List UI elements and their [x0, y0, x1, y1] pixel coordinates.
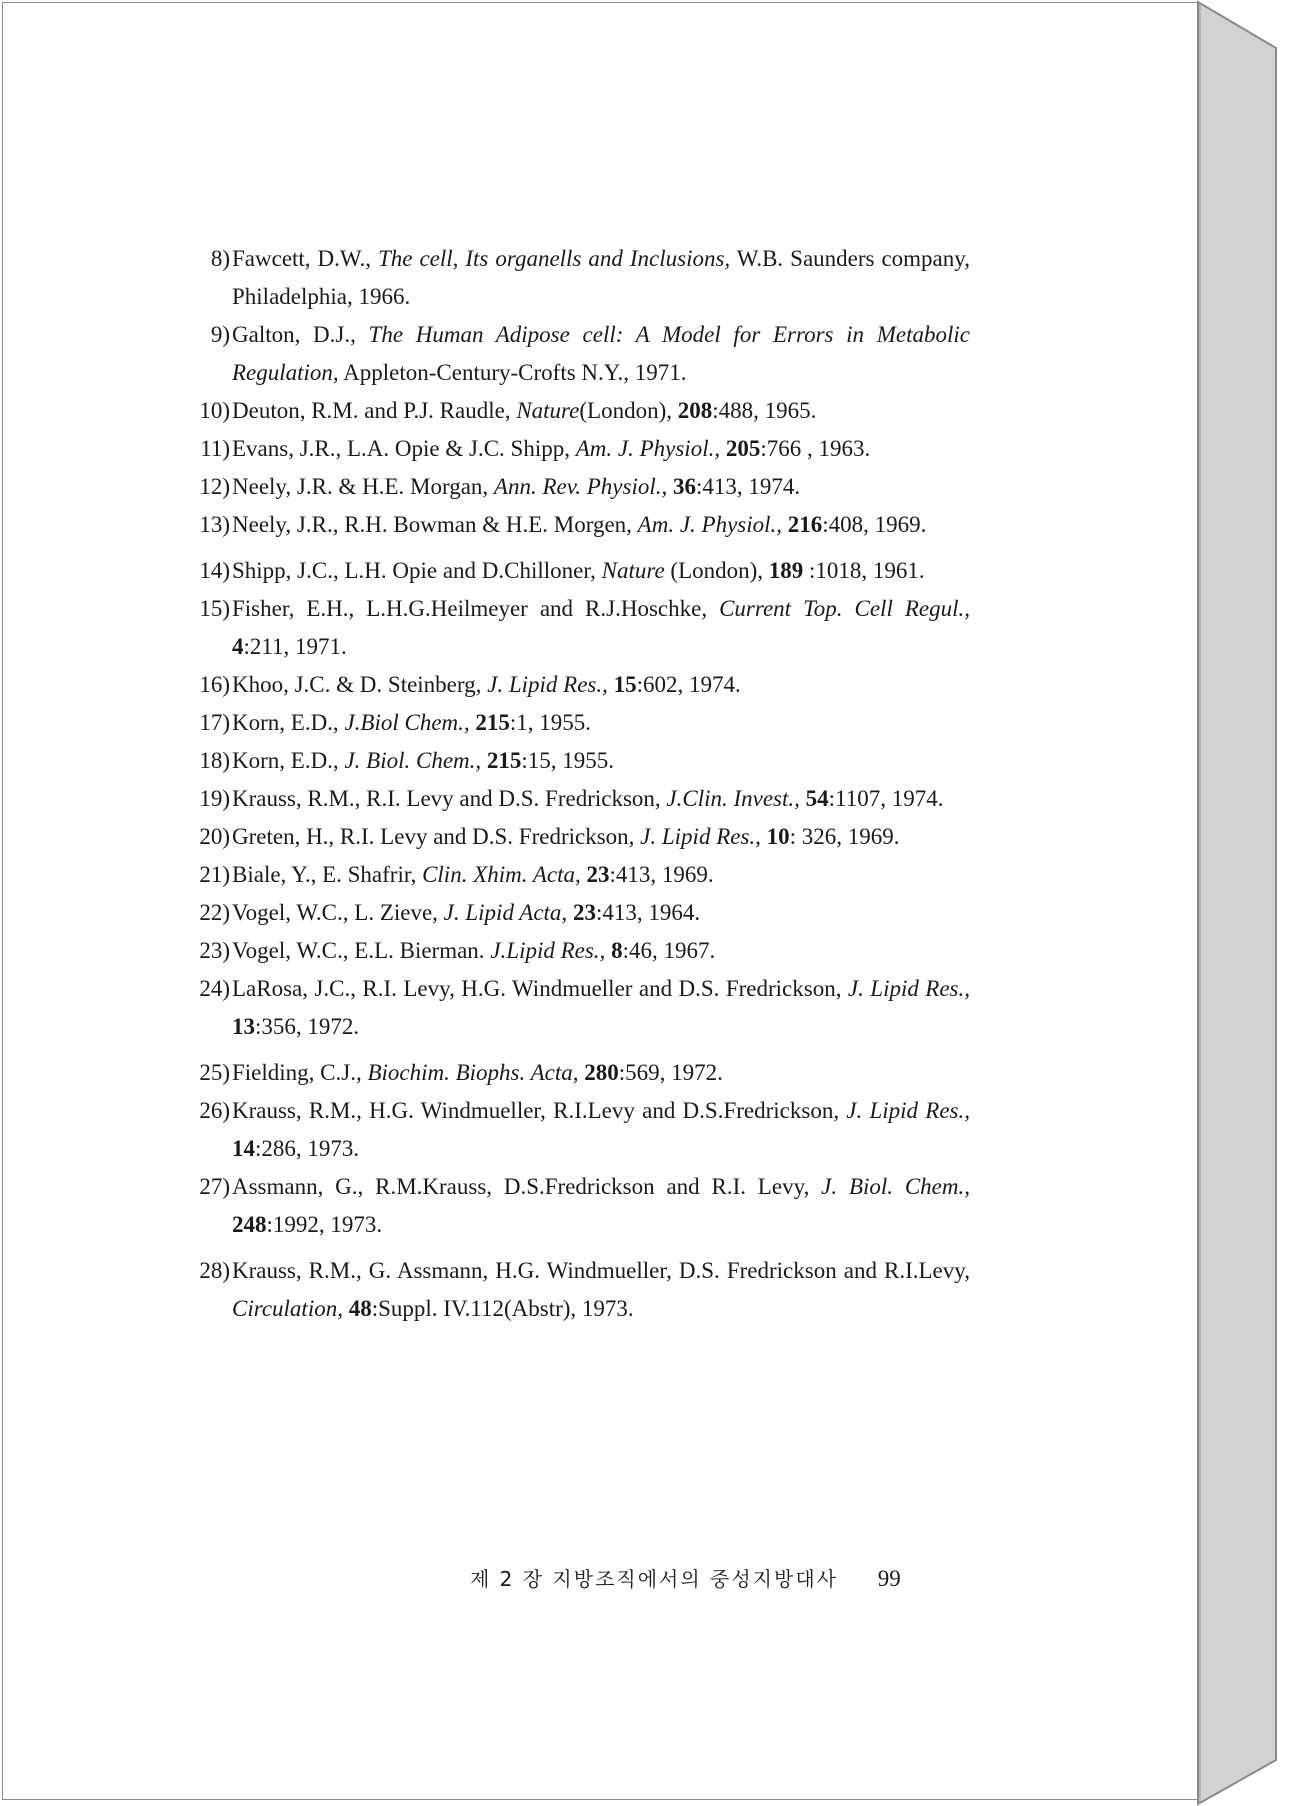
- citation-text: (London),: [664, 558, 769, 583]
- citation-text: :1992, 1973.: [266, 1212, 383, 1237]
- citation-text: :356, 1972.: [255, 1014, 360, 1039]
- reference-item: [190, 818, 970, 856]
- citation-text: : 326, 1969.: [789, 824, 900, 849]
- citation-text: :413, 1964.: [595, 900, 701, 925]
- citation-text: Vogel, W.C., L. Zieve,: [232, 900, 444, 925]
- citation-text: Fisher, E.H., L.H.G.Heilmeyer and R.J.Hoschke,: [232, 596, 720, 621]
- citation-text: :Suppl. IV.112(Abstr), 1973.: [371, 1296, 634, 1321]
- reference-list: [190, 240, 970, 1328]
- citation-volume: 10: [766, 824, 790, 849]
- reference-item: [190, 704, 970, 742]
- reference-number: 20): [199, 824, 230, 849]
- reference-item: [190, 894, 970, 932]
- reference-item: [190, 666, 970, 704]
- citation-source: J.Lipid Res.,: [490, 938, 606, 963]
- reference-item: [190, 1054, 970, 1092]
- citation-volume: 14: [232, 1136, 255, 1161]
- citation-text: :488, 1965.: [712, 398, 817, 423]
- reference-number: 16): [199, 672, 230, 697]
- citation-text: :569, 1972.: [618, 1060, 723, 1085]
- reference-item: [190, 970, 970, 1046]
- citation-source: The cell, Its organells and Inclusions,: [377, 246, 731, 271]
- reference-item: [190, 468, 970, 506]
- citation-volume: 215: [486, 748, 522, 773]
- citation-text: LaRosa, J.C., R.I. Levy, H.G. Windmueller and D.S. Fredrickson,: [232, 976, 848, 1001]
- reference-text: [232, 1252, 970, 1328]
- citation-text: W.B. Saunders company, Philadelphia, 1966.: [232, 246, 971, 309]
- page-number: 99: [877, 1566, 901, 1591]
- reference-number: 14): [199, 558, 230, 583]
- reference-text: [232, 1054, 970, 1092]
- reference-item: [190, 780, 970, 818]
- citation-text: Krauss, R.M., H.G. Windmueller, R.I.Levy and D.S.Fredrickson,: [232, 1098, 847, 1123]
- citation-text: :766 , 1963.: [760, 436, 871, 461]
- reference-text: [232, 970, 970, 1046]
- citation-text: Neely, J.R., R.H. Bowman & H.E. Morgen,: [232, 512, 638, 537]
- reference-number: 28): [199, 1258, 230, 1283]
- reference-item: [190, 742, 970, 780]
- citation-source: Ann. Rev. Physiol.,: [493, 474, 668, 499]
- reference-number: 11): [200, 436, 230, 461]
- citation-volume: 48: [348, 1296, 372, 1321]
- reference-number: 13): [199, 512, 230, 537]
- citation-text: :286, 1973.: [255, 1136, 360, 1161]
- citation-text: Fielding, C.J.,: [232, 1060, 368, 1085]
- citation-volume: 216: [787, 512, 823, 537]
- citation-volume: 36: [672, 474, 696, 499]
- reference-number: 21): [199, 862, 230, 887]
- citation-volume: 54: [805, 786, 829, 811]
- reference-number: 8): [210, 246, 230, 271]
- citation-volume: 280: [584, 1060, 619, 1085]
- citation-text: Deuton, R.M. and P.J. Raudle,: [232, 398, 517, 423]
- citation-text: Neely, J.R. & H.E. Morgan,: [232, 474, 494, 499]
- reference-item: [190, 1252, 970, 1328]
- reference-text: [232, 894, 970, 932]
- reference-item: [190, 506, 970, 544]
- citation-source: Circulation,: [232, 1296, 343, 1321]
- citation-text: Evans, J.R., L.A. Opie & J.C. Shipp,: [232, 436, 576, 461]
- citation-text: Shipp, J.C., L.H. Opie and D.Chilloner,: [232, 558, 602, 583]
- citation-text: :211, 1971.: [243, 634, 347, 659]
- citation-text: (London),: [579, 398, 678, 423]
- reference-number: 9): [210, 322, 230, 347]
- citation-source: J. Biol. Chem.,: [344, 748, 482, 773]
- reference-item: [190, 240, 970, 316]
- citation-text: :413, 1974.: [695, 474, 801, 499]
- citation-text: Khoo, J.C. & D. Steinberg,: [232, 672, 488, 697]
- citation-volume: 205: [725, 436, 761, 461]
- reference-text: [232, 552, 970, 590]
- reference-text: [232, 1092, 970, 1168]
- citation-source: J. Lipid Res.,: [487, 672, 608, 697]
- citation-volume: 23: [586, 862, 610, 887]
- citation-source: Am. J. Physiol.,: [637, 512, 783, 537]
- citation-volume: 15: [613, 672, 637, 697]
- citation-text: Korn, E.D.,: [232, 710, 345, 735]
- citation-source: J. Lipid Res.,: [847, 976, 970, 1001]
- citation-volume: 208: [677, 398, 713, 423]
- reference-text: [232, 1168, 970, 1244]
- citation-text: Biale, Y., E. Shafrir,: [232, 862, 423, 887]
- citation-text: :1, 1955.: [509, 710, 592, 735]
- reference-text: [232, 818, 970, 856]
- reference-item: [190, 316, 970, 392]
- reference-text: [232, 932, 970, 970]
- reference-text: [232, 590, 970, 666]
- citation-text: :46, 1967.: [622, 938, 716, 963]
- reference-item: [190, 1092, 970, 1168]
- chapter-title: 제 2 장 지방조직에서의 중성지방대사: [470, 1567, 838, 1591]
- reference-number: 26): [199, 1098, 230, 1123]
- reference-number: 12): [199, 474, 230, 499]
- citation-source: The Human Adipose cell: A Model for Errors in Metabolic Regulation,: [232, 322, 970, 385]
- citation-text: Assmann, G., R.M.Krauss, D.S.Fredrickson and R.I. Levy,: [232, 1174, 822, 1199]
- citation-source: Clin. Xhim. Acta,: [422, 862, 581, 887]
- citation-source: J.Biol Chem.,: [344, 710, 470, 735]
- citation-text: :15, 1955.: [521, 748, 615, 773]
- reference-number: 27): [199, 1174, 230, 1199]
- reference-item: [190, 392, 970, 430]
- reference-number: 19): [199, 786, 230, 811]
- reference-item: [190, 590, 970, 666]
- citation-source: Am. J. Physiol.,: [575, 436, 721, 461]
- citation-text: :1107, 1974.: [828, 786, 944, 811]
- reference-number: 22): [199, 900, 230, 925]
- citation-volume: 189: [768, 558, 804, 583]
- page-footer: [470, 1563, 970, 1592]
- reference-text: [232, 704, 970, 742]
- reference-text: [232, 240, 970, 316]
- citation-text: Galton, D.J.,: [232, 322, 369, 347]
- reference-number: 15): [199, 596, 230, 621]
- citation-text: Fawcett, D.W.,: [232, 246, 378, 271]
- citation-volume: 215: [475, 710, 510, 735]
- reference-number: 24): [199, 976, 230, 1001]
- reference-text: [232, 742, 970, 780]
- citation-source: J. Lipid Res.,: [846, 1098, 970, 1123]
- citation-text: :1018, 1961.: [803, 558, 925, 583]
- citation-source: Biochim. Biophs. Acta,: [367, 1060, 579, 1085]
- citation-text: Vogel, W.C., E.L. Bierman.: [232, 938, 491, 963]
- reference-text: [232, 468, 970, 506]
- citation-text: :408, 1969.: [822, 512, 927, 537]
- reference-number: 18): [199, 748, 230, 773]
- reference-item: [190, 552, 970, 590]
- reference-number: 10): [199, 398, 230, 423]
- citation-volume: 248: [232, 1212, 267, 1237]
- citation-volume: 13: [232, 1014, 255, 1039]
- reference-text: [232, 856, 970, 894]
- citation-text: Krauss, R.M., G. Assmann, H.G. Windmueller, D.S. Fredrickson and R.I.Levy,: [232, 1258, 970, 1283]
- citation-source: J. Lipid Res.,: [640, 824, 761, 849]
- citation-source: J. Biol. Chem.,: [821, 1174, 970, 1199]
- reference-text: [232, 316, 970, 392]
- reference-text: [232, 392, 970, 430]
- reference-text: [232, 780, 970, 818]
- reference-text: [232, 506, 970, 544]
- reference-item: [190, 430, 970, 468]
- reference-number: 25): [199, 1060, 230, 1085]
- reference-number: 17): [199, 710, 230, 735]
- citation-source: J.Clin. Invest.,: [666, 786, 800, 811]
- citation-text: Greten, H., R.I. Levy and D.S. Fredrickson,: [232, 824, 641, 849]
- reference-text: [232, 430, 970, 468]
- citation-source: J. Lipid Acta,: [443, 900, 568, 925]
- reference-item: [190, 856, 970, 894]
- citation-source: Current Top. Cell Regul.,: [719, 596, 970, 621]
- reference-item: [190, 1168, 970, 1244]
- reference-number: 23): [199, 938, 230, 963]
- citation-text: Appleton-Century-Crofts N.Y., 1971.: [338, 360, 687, 385]
- citation-volume: 23: [572, 900, 596, 925]
- citation-volume: 8: [611, 938, 623, 963]
- citation-text: Krauss, R.M., R.I. Levy and D.S. Fredrickson,: [232, 786, 667, 811]
- reference-text: [232, 666, 970, 704]
- citation-text: Korn, E.D.,: [232, 748, 345, 773]
- citation-volume: 4: [232, 634, 244, 659]
- citation-text: :413, 1969.: [609, 862, 714, 887]
- citation-source: Nature: [601, 558, 665, 583]
- reference-item: [190, 932, 970, 970]
- citation-text: :602, 1974.: [636, 672, 741, 697]
- citation-source: Nature: [516, 398, 580, 423]
